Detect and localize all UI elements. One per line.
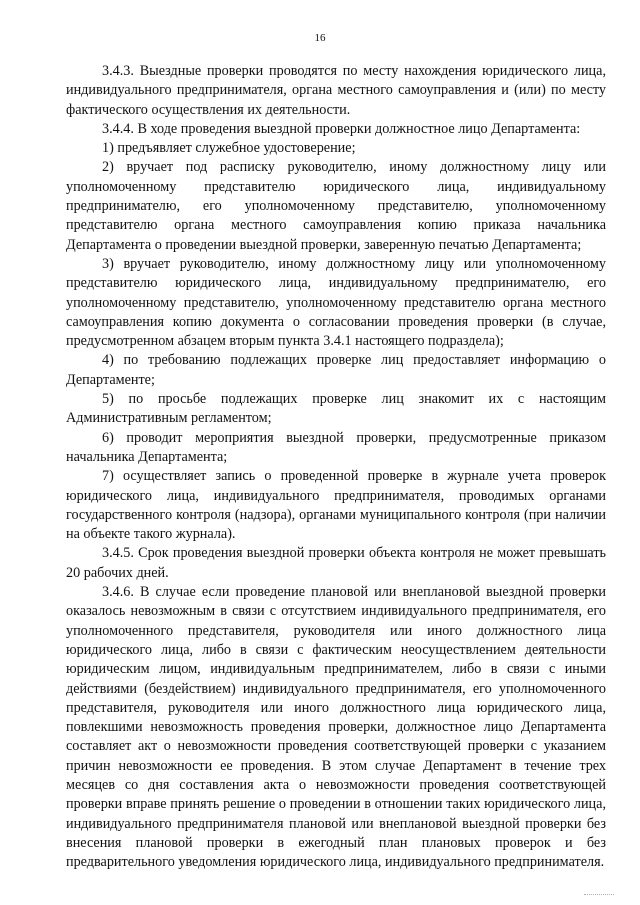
list-item-2: 2) вручает под расписку руководителю, иному должностному лицу или уполномоченному представителю юридического лица, индивидуальному предпринимателю, его уполномоченному представителю, уполномоченному представителю органа местного самоуправления копию приказа начальника Департамента о проведении выездной проверки, заверенную печатью Департамента; [66, 159, 606, 253]
paragraph-3-4-5: 3.4.5. Срок проведения выездной проверки объекта контроля не может превышать 20 рабочих дней. [66, 545, 606, 581]
page-number: 16 [314, 32, 326, 44]
list-item-1: 1) предъявляет служебное удостоверение; [102, 140, 356, 157]
list-item-6: 6) проводит мероприятия выездной проверки, предусмотренные приказом начальника Департамента; [66, 429, 606, 465]
paragraph-3-4-6: 3.4.6. В случае если проведение плановой или внеплановой выездной проверки оказалось невозможным в связи с отсутствием индивидуального предпринимателя, его уполномоченного представителя, руководителя или иного должностного лица юридического лица, либо в связи с фактическим неосуществлением деятельности юридическим лицом, индивидуальным предпринимателем, либо в связи с иными действиями (бездействием) индивидуального предпринимателя, его уполномоченного представителя, руководителя или иного должностного лица юридического лица, повлекшими невозможность проведения проверки, должностное лицо Департамента составляет акт о невозможности проведения соответствующей проверки с указанием причин невозможности ее проведения. В этом случае Департамент в течение трех месяцев со дня составления акта о невозможности проведения соответствующей проверки вправе принять решение о проведении в отношении таких юридического лица, индивидуального предпринимателя плановой или внеплановой выездной проверки без внесения плановой проверки в ежегодный план плановых проверок и без предварительного уведомления юридического лица, индивидуального предпринимателя. [66, 584, 606, 871]
paragraph-3-4-4: 3.4.4. В ходе проведения выездной проверки должностное лицо Департамента: [102, 120, 581, 137]
list-item-7: 7) осуществляет запись о проведенной проверке в журнале учета проверок юридического лица, индивидуального предпринимателя, проводимых органами государственного контроля (надзора), органами муниципального контроля (при наличии на объекте такого журнала). [66, 468, 606, 543]
list-item-3: 3) вручает руководителю, иному должностному лицу или уполномоченному представителю юридического лица, индивидуальному предпринимателю, его уполномоченному представителю, уполномоченному представителю органа местного самоуправления копию документа о согласовании проведения проверки (в случае, предусмотренном абзацем вторым пункта 3.4.1 настоящего подраздела); [66, 255, 606, 350]
paragraph-3-4-3: 3.4.3. Выездные проверки проводятся по месту нахождения юридического лица, индивидуального предпринимателя, органа местного самоуправления и (или) по месту фактического осуществления их деятельности. [66, 63, 606, 118]
scan-artifact [584, 894, 614, 895]
document-body [66, 62, 606, 872]
list-item-5: 5) по просьбе подлежащих проверке лиц знакомит их с настоящим Административным регламентом; [66, 391, 606, 427]
list-item-4: 4) по требованию подлежащих проверке лиц предоставляет информацию о Департаменте; [66, 352, 606, 388]
